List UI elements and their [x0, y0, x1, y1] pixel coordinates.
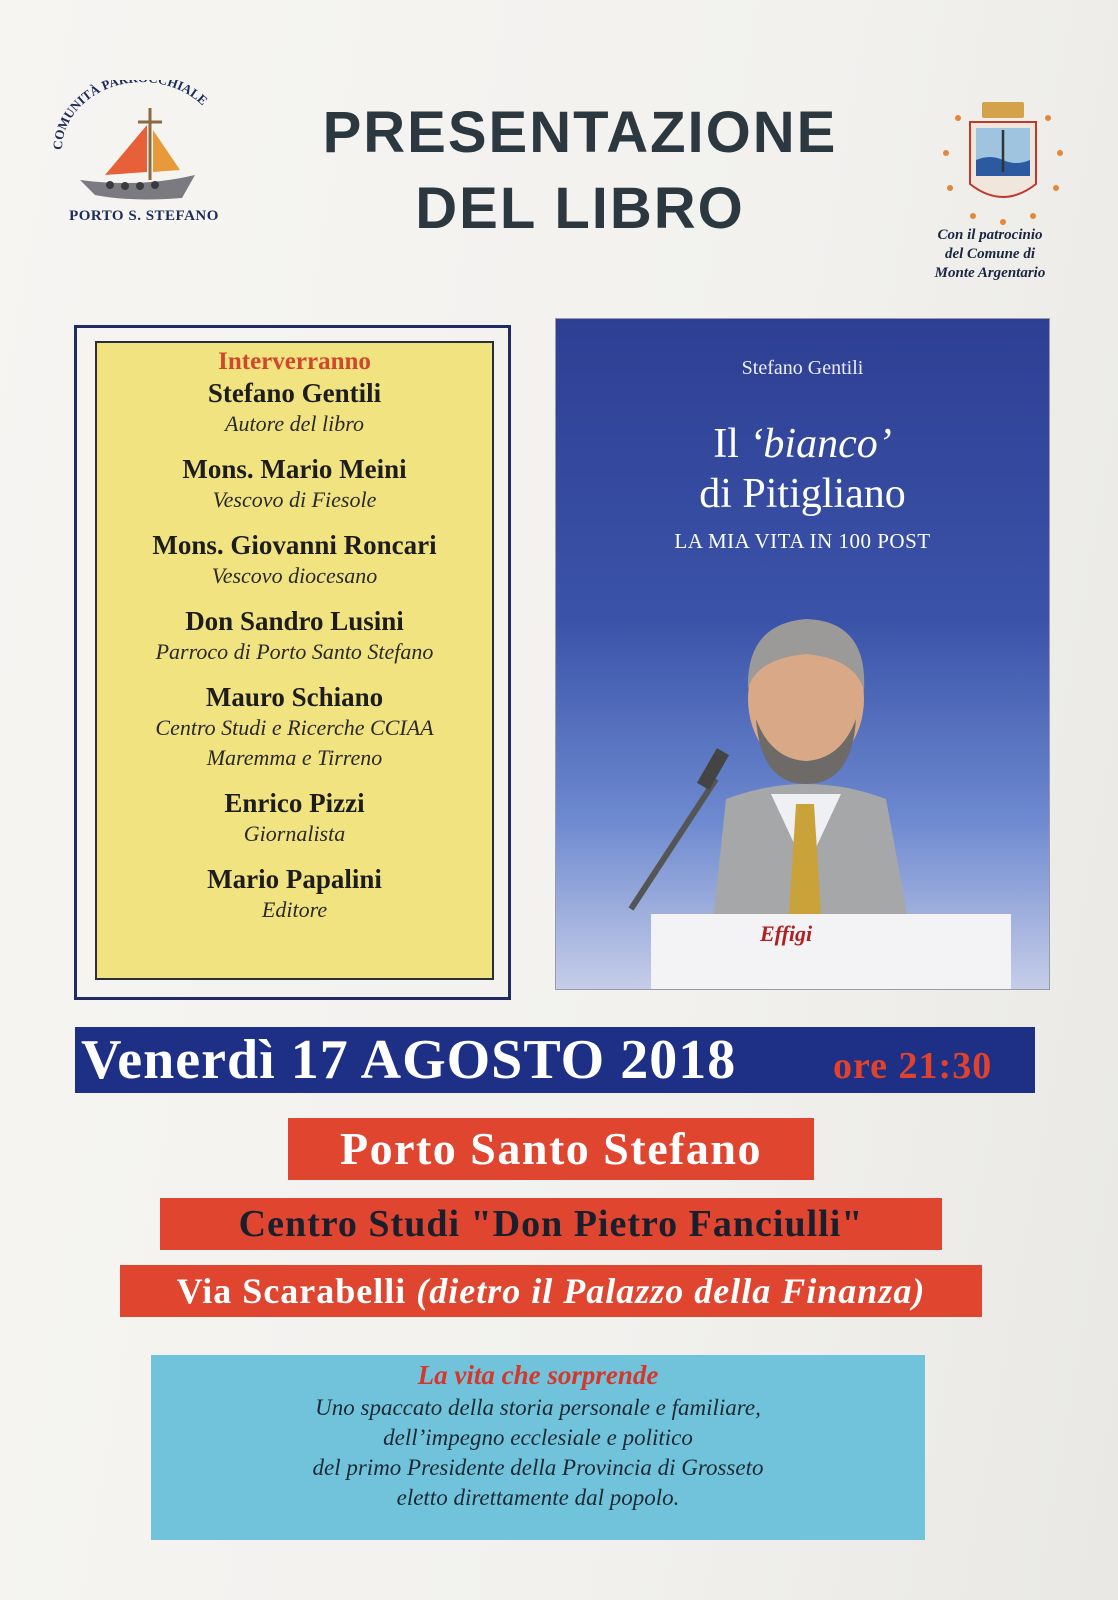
speaker-name: Mauro Schiano [205, 682, 384, 712]
poster-title [240, 95, 920, 247]
description-line: Uno spaccato della storia personale e familiare, [315, 1395, 761, 1420]
title-line-1: PRESENTAZIONE [322, 100, 838, 165]
title-line-2: DEL LIBRO [415, 176, 745, 241]
speaker-name: Don Sandro Lusini [185, 606, 404, 636]
description-line: eletto direttamente dal popolo. [396, 1485, 680, 1510]
book-cover [555, 318, 1050, 990]
speaker-role-line-2: Maremma e Tirreno [206, 745, 383, 770]
speaker-role: Editore [261, 897, 328, 922]
speaker-name: Mario Papalini [207, 864, 382, 894]
speakers-box [74, 325, 511, 1000]
speaker-role: Giornalista [243, 821, 346, 846]
svg-text:COMUNITÀ PARROCCHIALE [50, 80, 211, 150]
speaker-role: Vescovo diocesano [211, 563, 378, 588]
book-title-prefix: Il [713, 421, 750, 467]
description-box [151, 1355, 925, 1540]
book-author: Stefano Gentili [741, 357, 864, 379]
description-line: del primo Presidente della Provincia di Grosseto [312, 1455, 764, 1480]
description-title: La vita che sorprende [417, 1360, 659, 1390]
speaker-name: Stefano Gentili [207, 378, 382, 408]
speaker-role: Vescovo di Fiesole [212, 487, 377, 512]
logo-arc-text: COMUNITÀ PA HIALE [50, 80, 211, 151]
event-address [120, 1265, 982, 1317]
patron-line-1: Con il patrocinio [937, 227, 1043, 243]
event-date: Venerdì 17 AGOSTO 2018 [81, 1029, 737, 1091]
street-note: (dietro il Palazzo della Finanza) [416, 1271, 926, 1311]
speakers-heading: Interverranno [218, 348, 371, 375]
patron-line-3: Monte Argentario [934, 265, 1046, 281]
speakers-panel [95, 341, 494, 980]
event-location: Porto Santo Stefano [288, 1118, 814, 1180]
description-line: dell’impegno ecclesiale e politico [383, 1425, 693, 1450]
book-title-line-2: di Pitigliano [699, 471, 906, 517]
logo-caption: PORTO S. STEFANO [69, 208, 219, 224]
publisher-logo: Effigi [760, 921, 813, 946]
crest-icon [938, 98, 1068, 228]
book-title-italic: ‘bianco’ [749, 421, 892, 467]
book-title [556, 419, 1049, 519]
speaker-role: Autore del libro [225, 411, 364, 436]
event-venue: Centro Studi "Don Pietro Fanciulli" [160, 1198, 942, 1250]
speaker-name: Enrico Pizzi [224, 788, 365, 818]
street-name: Via Scarabelli [176, 1271, 407, 1311]
book-subtitle: LA MIA VITA IN 100 POST [674, 529, 931, 553]
speaker-name: Mons. Giovanni Roncari [152, 530, 437, 560]
speaker-name: Mons. Mario Meini [182, 454, 407, 484]
event-time: ore 21:30 [833, 1045, 993, 1087]
speaker-role: Centro Studi e Ricerche CCIAA [155, 715, 434, 740]
boat-cross-logo-icon [50, 80, 230, 205]
date-banner [75, 1027, 1035, 1093]
patronage-text [910, 226, 1070, 283]
municipality-crest [938, 98, 1068, 228]
speaker-role: Parroco di Porto Santo Stefano [155, 639, 434, 664]
patron-line-2: del Comune di [944, 246, 1035, 262]
